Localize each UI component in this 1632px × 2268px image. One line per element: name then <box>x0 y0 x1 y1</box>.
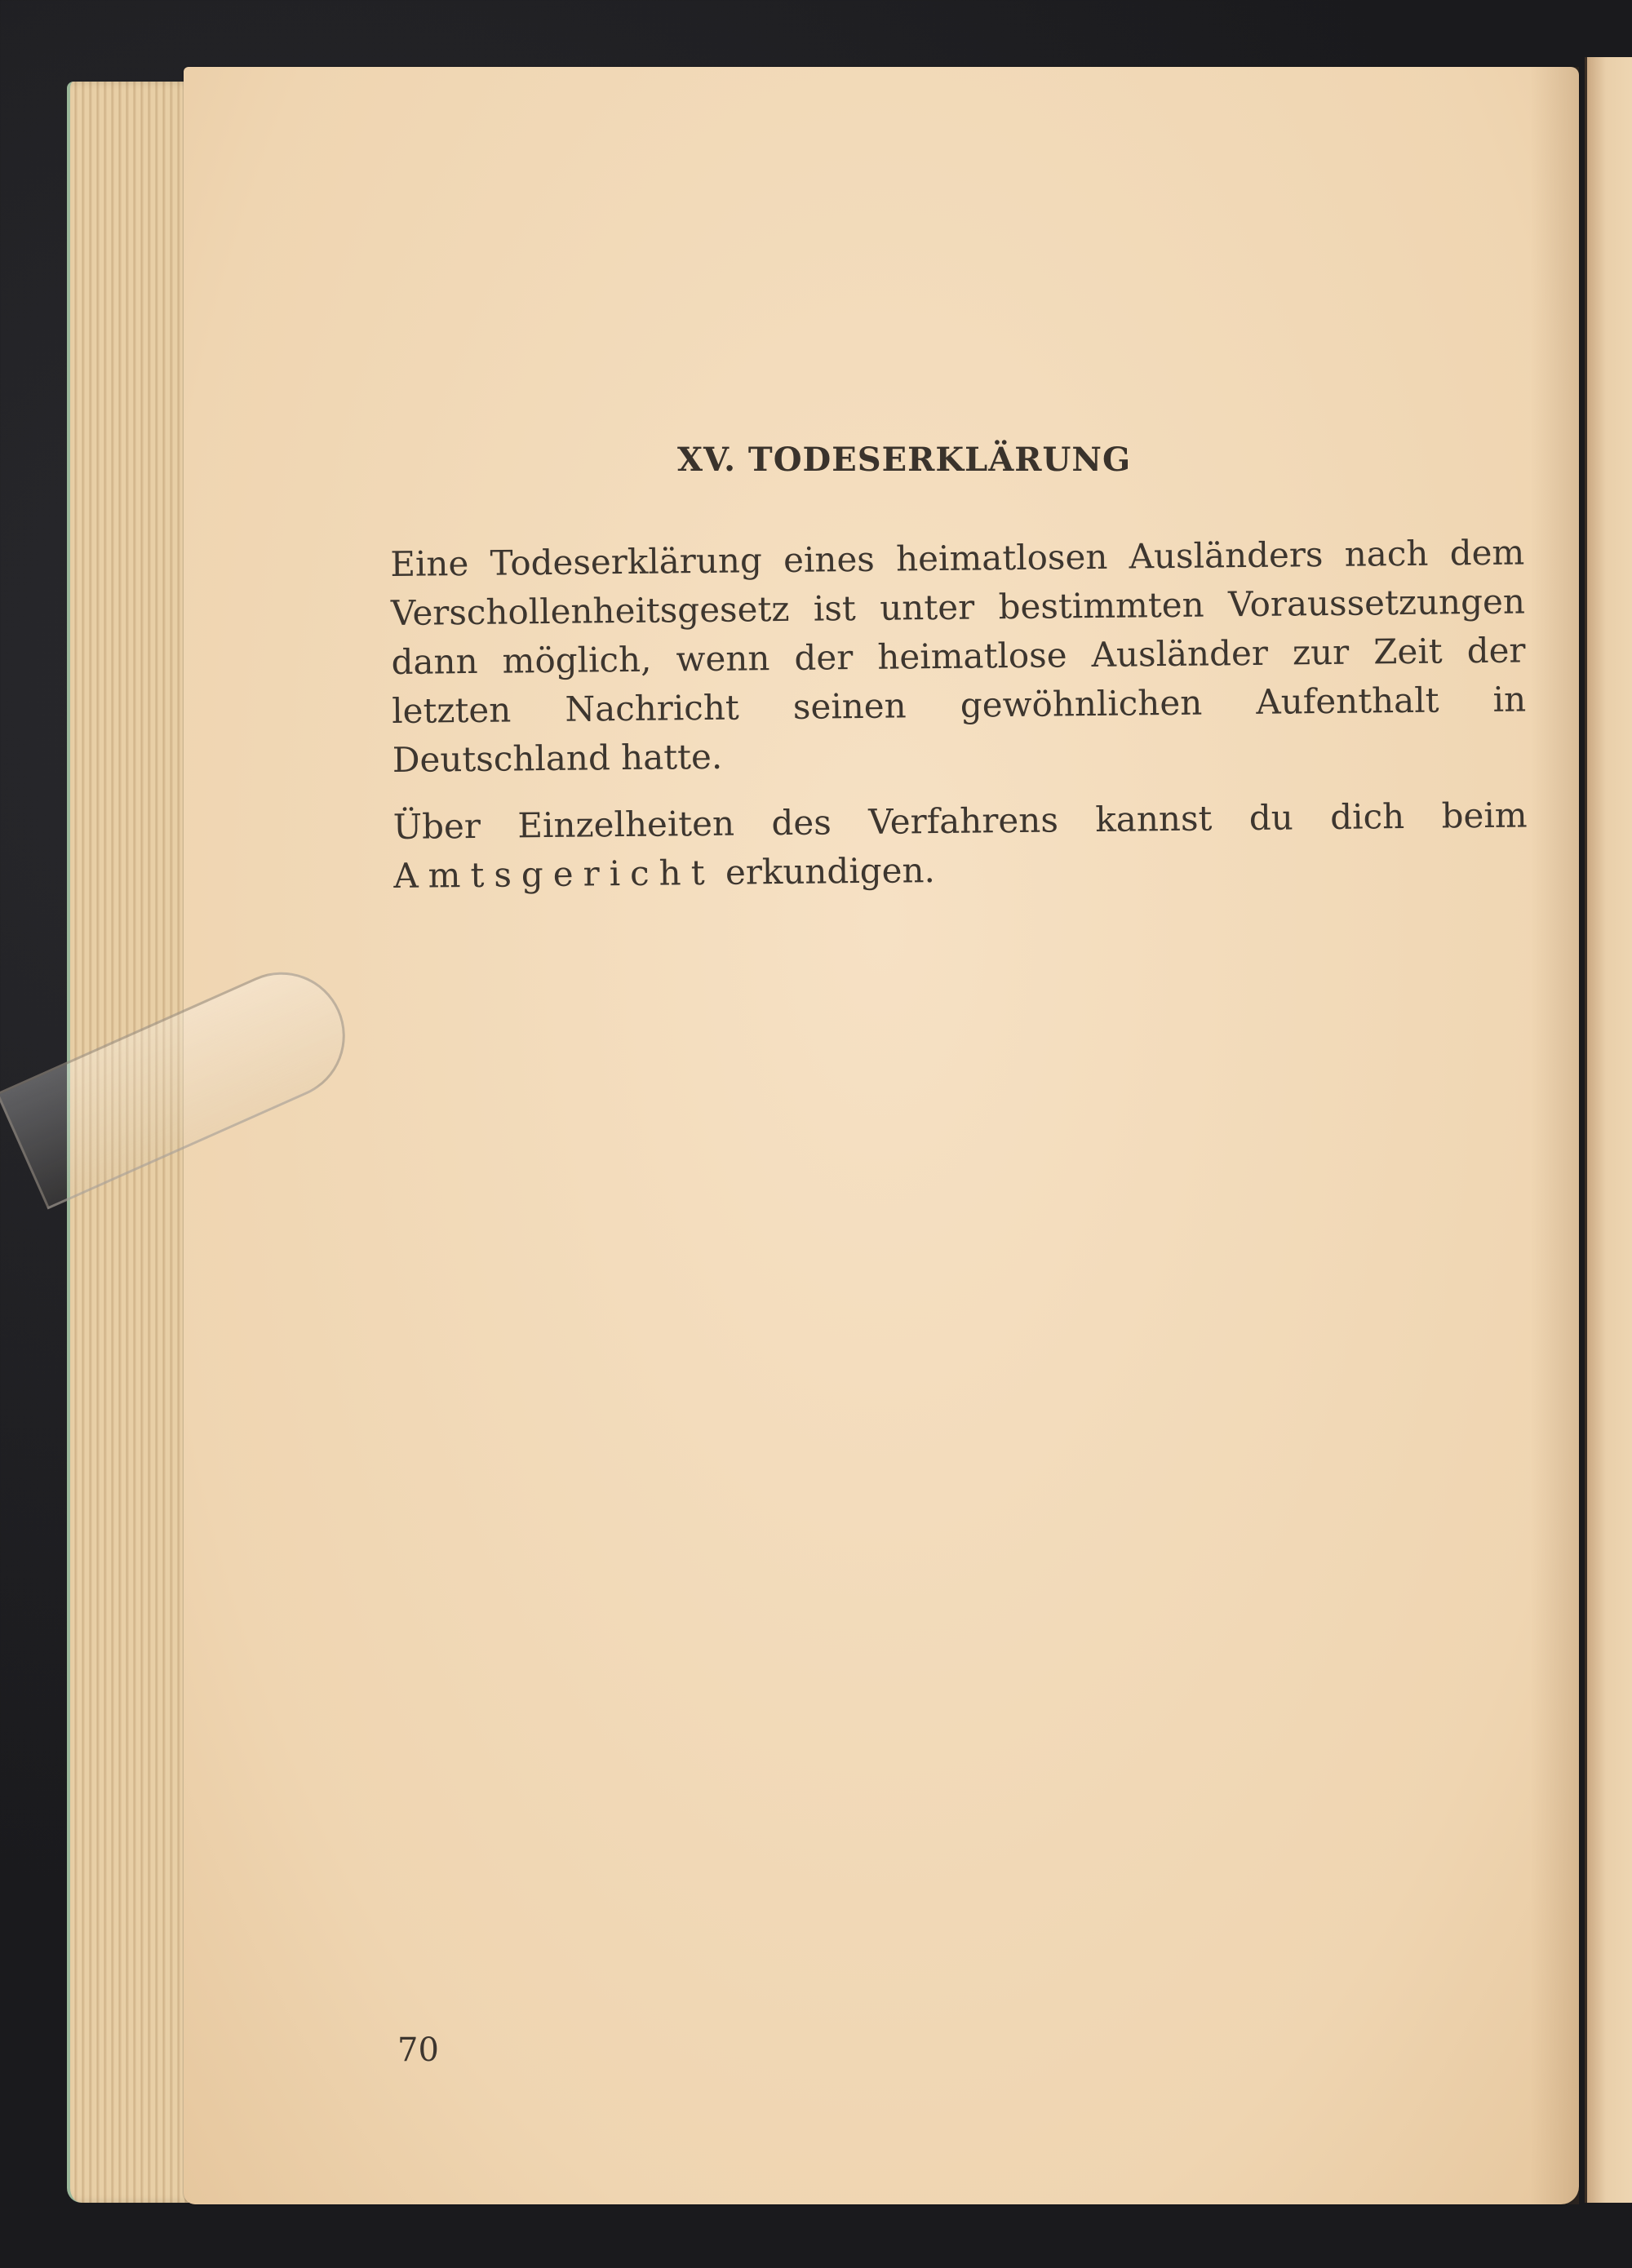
facing-page-edge <box>1585 57 1632 2203</box>
chapter-heading: XV. TODESERKLÄRUNG <box>677 441 1132 479</box>
book-page <box>184 67 1579 2204</box>
spaced-term: Amtsgericht <box>393 852 715 896</box>
paragraph-2 <box>392 791 1528 901</box>
paragraph-1: Eine Todeserklärung eines heimatlosen Ausländers nach dem Verschollenheitsgesetz ist unter bestimmten Voraussetzungen dann möglich, wenn der heimatlose Ausländer zur Zeit der letzten Nachricht seinen gewöhnlichen Aufenthalt in Deutschland hatte. <box>390 532 1527 780</box>
paragraph-2-start: Über Einzelheiten des Verfahrens kannst du dich beim <box>392 795 1528 847</box>
body-text <box>390 528 1528 919</box>
page-number: 70 <box>397 2031 439 2069</box>
paragraph-2-end: erkundigen. <box>714 850 936 893</box>
page-gutter-shadow <box>1530 67 1579 2204</box>
